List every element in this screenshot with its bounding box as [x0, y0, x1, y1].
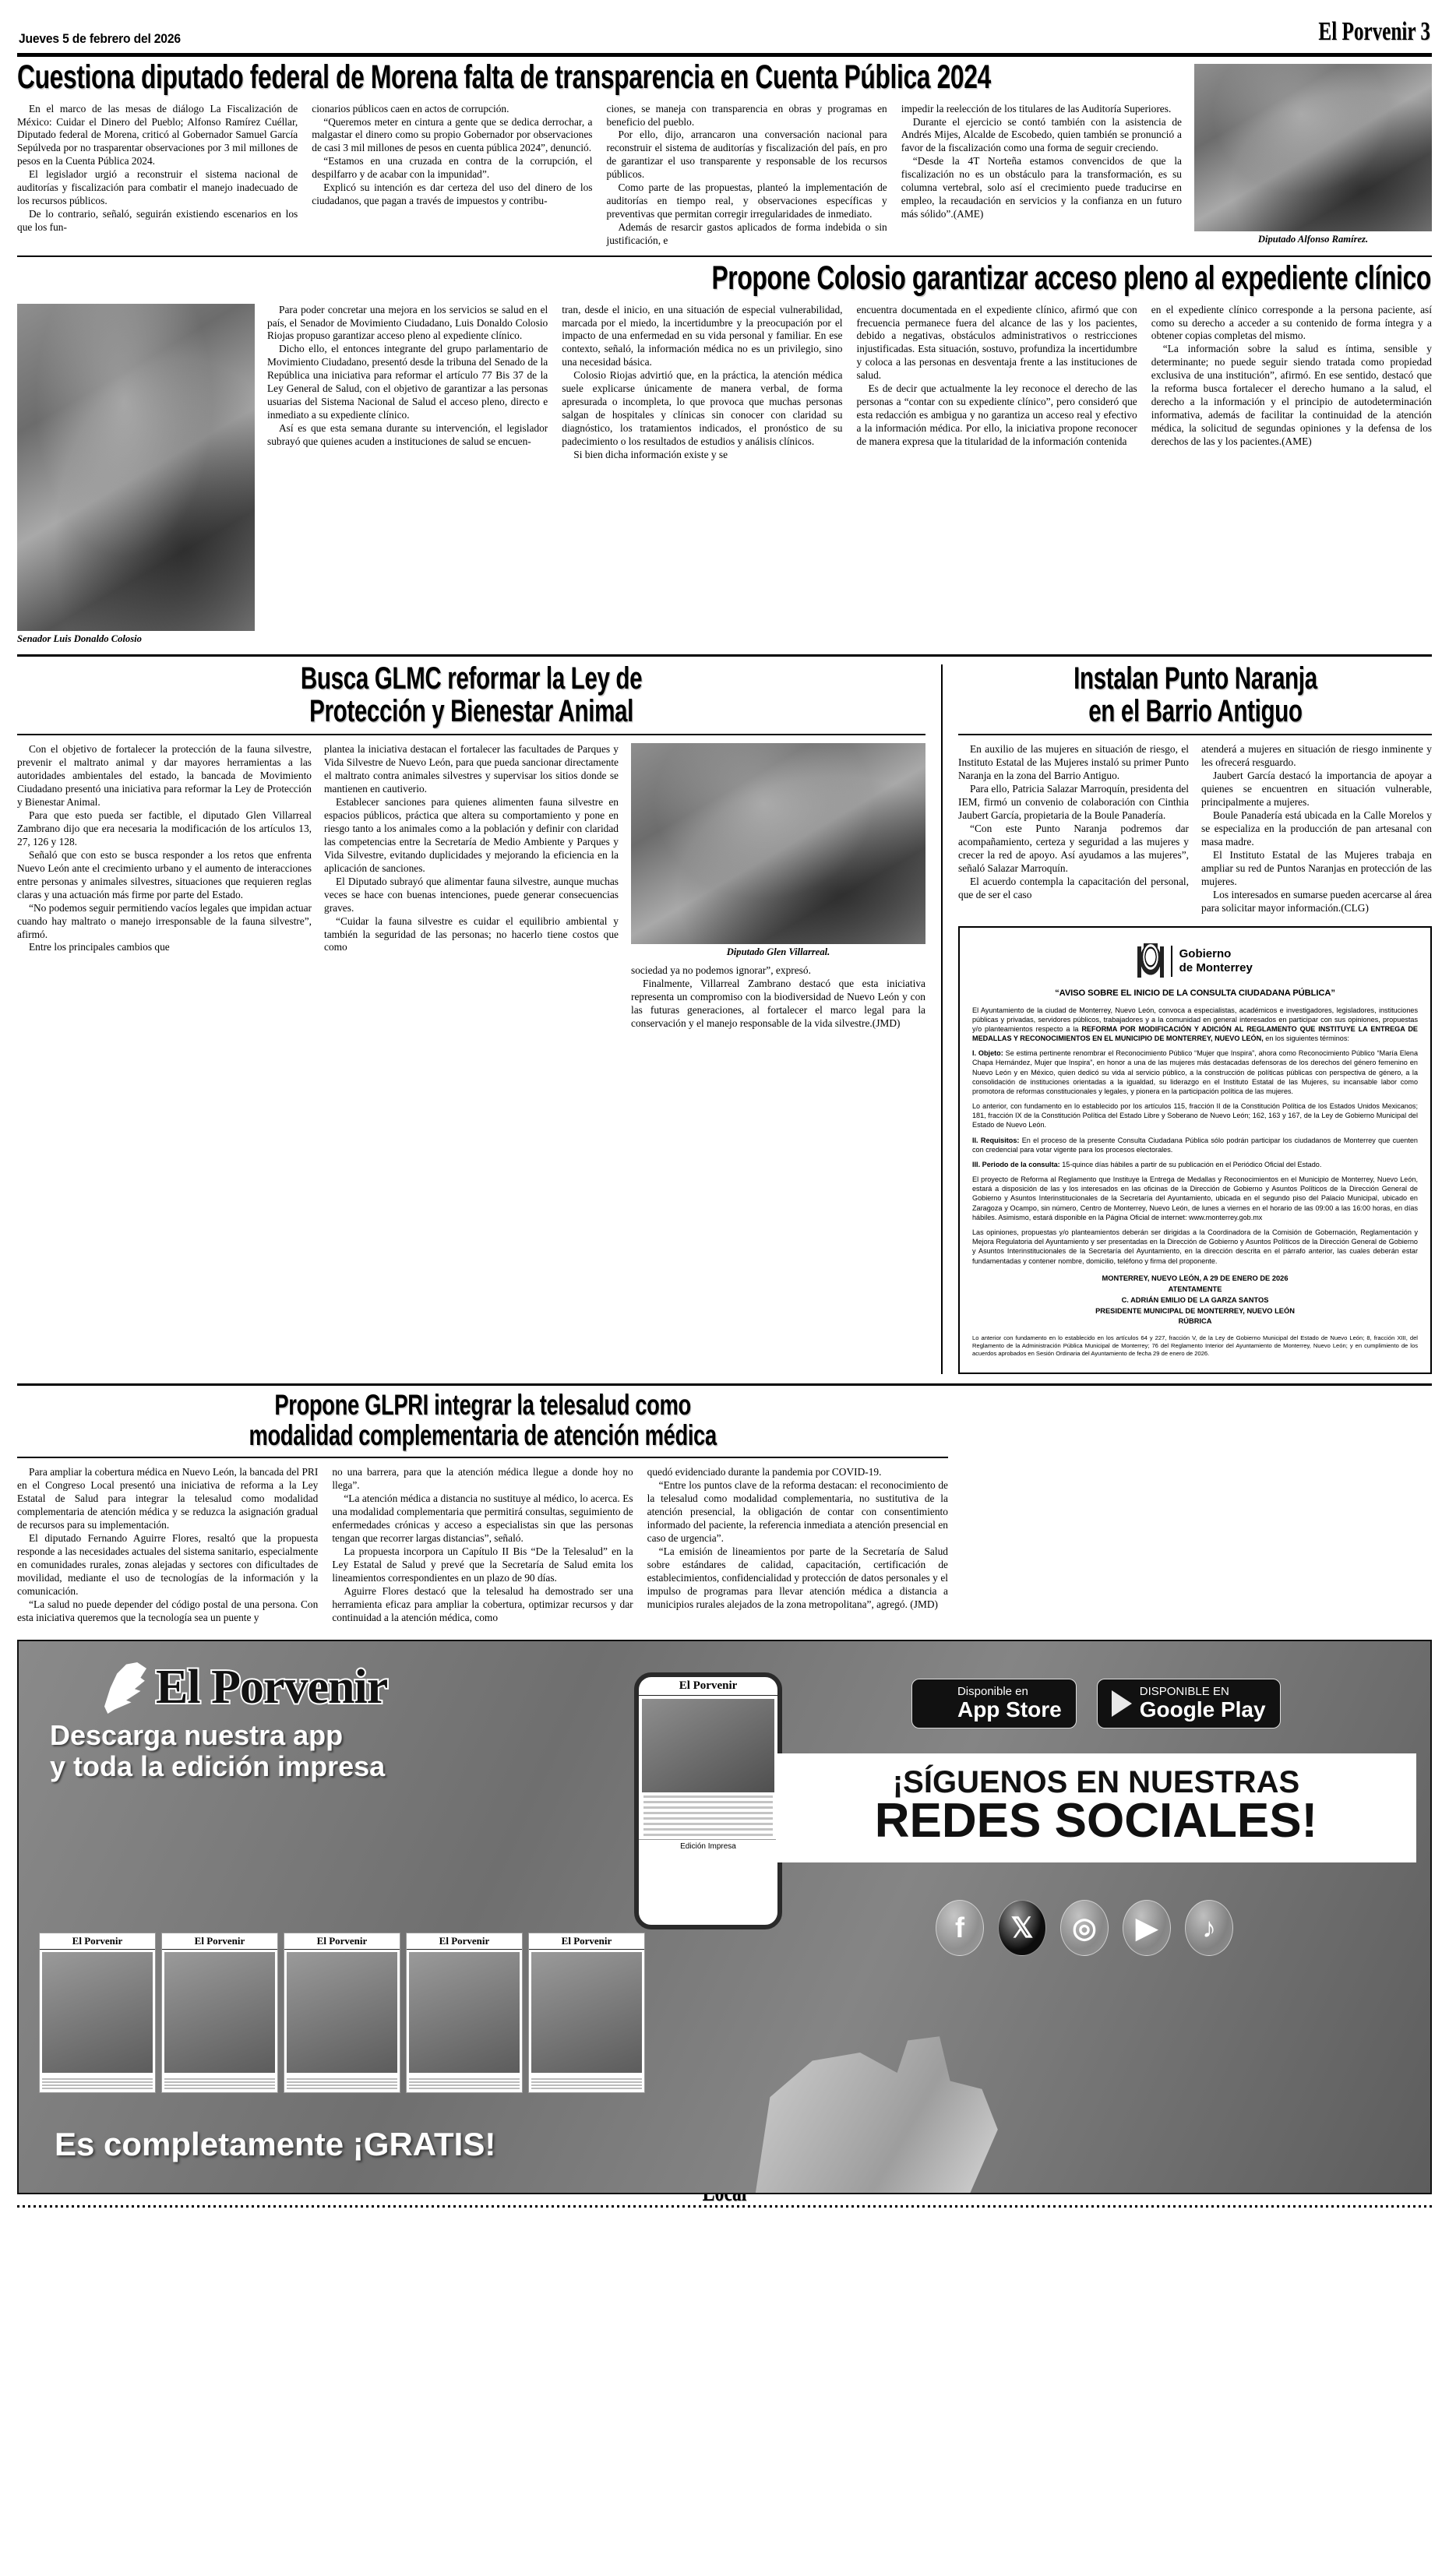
masthead-rule — [17, 53, 1432, 57]
article5-headline-line1: Propone GLPRI integrar la telesalud como — [274, 1388, 691, 1421]
paragraph: tran, desde el inicio, en una situación de especial vulnerabilidad, marcada por el miedo, la incertidumbre y la preocupación por el impacto de una enfermedad en su vida personal y familiar. En ese contexto, señaló, la información médica no es un privilegio, sino una necesidad básica. — [562, 303, 843, 368]
quill-pen-icon — [104, 1662, 146, 1714]
redes-sociales-banner — [776, 1753, 1416, 1862]
article1-column-3 — [607, 103, 887, 248]
gobierno-monterrey-logo — [972, 943, 1418, 979]
paragraph: Finalmente, Villarreal Zambrano destacó que esta iniciativa representa un compromiso con la biodiversidad de Nuevo León y con las futuras generaciones, al fortalecer el marco legal para la conservación y el manejo responsable de la vida silvestre.(JMD) — [631, 978, 925, 1029]
paragraph: Aguirre Flores destacó que la telesalud ha demostrado ser una herramienta eficaz para ampliar la cobertura, optimizar recursos y dar continuidad a la atención médica, como — [332, 1584, 633, 1623]
article3-headline-line1: Busca GLMC reformar la Ley de — [300, 661, 643, 696]
paragraph: El Instituto Estatal de las Mujeres trabaja en ampliar su red de Puntos Naranjas en protección de las mujeres. — [1201, 848, 1432, 887]
paragraph: De lo contrario, señaló, seguirán existiendo escenarios en los que los fun- — [17, 208, 298, 234]
article-glmc-fauna — [17, 661, 925, 1374]
government-notice-box — [958, 926, 1432, 1374]
paragraph: Si bien dicha información existe y se — [573, 449, 728, 461]
article3-column-3 — [631, 964, 925, 1031]
mini-photo — [287, 1952, 397, 2073]
instagram-icon[interactable]: ◎ — [1060, 1900, 1109, 1956]
article3-underline — [17, 734, 925, 735]
paragraph: Para ello, Patricia Salazar Marroquín, presidenta del IEM, firmó un convenio de colaboración con Cinthia Jaubert García, propietaria de la Boule Panadería. — [958, 783, 1189, 821]
paragraph: ciones, se maneja con transparencia en obras y programas en beneficio del pueblo. — [606, 102, 887, 128]
paragraph: “Desde la 4T Norteña estamos convencidos de que la fiscalización no es un obstáculo para la transformación, es su columna vertebral, solo así el crecimiento puede traducirse en empleo, la recaudación en servicios y la confianza en un futuro más sólido”.(AME) — [901, 155, 1182, 220]
ad-free-text: Es completamente ¡GRATIS! — [55, 2126, 496, 2163]
masthead — [17, 14, 1432, 48]
notice-p5-text: 15-quince días hábiles a partir de su publicación en el Periódico Oficial del Estado. — [1059, 1160, 1322, 1168]
notice-paragraph-3: Lo anterior, con fundamento en lo establecido por los artículos 115, fracción II de la Constitución Política de los Estados Unidos Mexicanos; 181, fracción IX de la Constitución Política del Estado Libre y Soberano de Nuevo León; 162, 163 y 167, de la Ley de Gobierno Municipal del Estado de Nuevo León. — [972, 1102, 1418, 1129]
phone-photo — [642, 1699, 774, 1792]
paragraph: “La salud no puede depender del código postal de una persona. Con esta iniciativa queremos que la tecnología sea un puente y — [17, 1598, 319, 1623]
redes-line1: ¡SÍGUENOS EN NUESTRAS — [892, 1764, 1300, 1799]
google-play-triangle-icon — [1112, 1690, 1132, 1717]
paragraph: Establecer sanciones para quienes alimenten fauna silvestre en espacios públicos, práctica que altera su comportamiento y pone en riesgo tanto a los animales como a la población y definir con claridad las competencias entre la Secretaría de Medio Ambiente y Parques y Vida Silvestre, evitando duplicidades y mejorando la eficiencia en la aplicación de sanciones. — [324, 795, 619, 874]
facebook-icon[interactable]: f — [936, 1900, 984, 1956]
paragraph: Los interesados en sumarse pueden acercarse al área para solicitar mayor información.(CLG) — [1201, 888, 1432, 914]
article-cuenta-publica — [17, 58, 1432, 248]
hand-holding-phone-illustration — [754, 2000, 1019, 2194]
phone-mockup — [634, 1672, 782, 1929]
mini-edition — [39, 1933, 156, 2093]
mini-edition — [406, 1933, 523, 2093]
notice-sig-title: PRESIDENTE MUNICIPAL DE MONTERREY, NUEVO LEÓN — [1095, 1306, 1295, 1315]
app-download-advertisement[interactable] — [17, 1640, 1432, 2194]
article1-photo-alfonso-ramirez — [1194, 64, 1432, 231]
article3-photo-glen-villarreal — [631, 743, 925, 944]
article2-column-1 — [267, 304, 548, 462]
notice-p1-b: REFORMA POR MODIFICACIÓN Y ADICIÓN AL REGLAMENTO QUE INSTITUYE LA ENTREGA DE MEDALLAS Y RECONOCIMIENTOS EN EL MUNICIPIO DE MONTERREY, NUEVO LEÓN, — [972, 1024, 1418, 1043]
article1-headline: Cuestiona diputado federal de Morena falta de transparencia en Cuenta Pública 2024 — [17, 58, 991, 96]
divider-rule-1 — [17, 255, 1432, 257]
paragraph: Por ello, dijo, arrancaron una conversación nacional para reconstruir el sistema de auditorías y fiscalización del país, en pro de garantizar el uso transparente y responsable de los recursos públicos. — [606, 129, 887, 181]
notice-p1-c: en los siguientes términos: — [1263, 1034, 1349, 1043]
paragraph: En el marco de las mesas de diálogo La Fiscalización de México: Cuidar el Dinero del Pueblo; Alfonso Ramírez Cuéllar, Diputado federal de Morena, criticó al Gobernador Samuel García Sepúlveda por no trasparentar observaciones por 3 mil millones de pesos en la Cuenta Pública 2024. — [17, 102, 298, 167]
article1-column-4 — [901, 103, 1182, 248]
mini-edition — [161, 1933, 278, 2093]
paragraph: El acuerdo contempla la capacitación del personal, que de ser el caso — [958, 875, 1189, 900]
publication-date: Jueves 5 de febrero del 2026 — [19, 31, 181, 46]
mini-photo — [409, 1952, 520, 2073]
mini-text-lines — [529, 2075, 644, 2092]
article2-column-4 — [1151, 304, 1432, 462]
paragraph: Es de decir que actualmente la ley reconoce el derecho de las personas a “contar con su expediente clínico”, pero consideró que esta redacción es ambigua y no garantiza un acceso real y efectivo a la información médica. Por ello, la iniciativa propone reconocer de manera expresa que la titularidad de la información contenida — [856, 382, 1137, 448]
phone-text-lines — [639, 1795, 777, 1836]
notice-sig-atentamente: ATENTAMENTE — [1168, 1284, 1222, 1293]
paragraph: cionarios públicos caen en actos de corrupción. — [312, 102, 509, 115]
article-glpri-telesalud — [17, 1388, 948, 1625]
paragraph: En auxilio de las mujeres en situación de riesgo, el Instituto Estatal de las Mujeres instaló su primer Punto Naranja en la zona del Barrio Antiguo. — [958, 743, 1189, 782]
article4-column-2 — [1201, 743, 1432, 914]
vertical-divider — [941, 664, 943, 1374]
paragraph: El legislador urgió a reconstruir el sistema nacional de auditorías y fiscalización para combatir el manejo inadecuado de los recursos públicos. — [17, 168, 298, 207]
paragraph: Entre los principales cambios que — [29, 941, 170, 953]
article-punto-naranja — [958, 661, 1432, 1374]
notice-sig-rubrica: RÚBRICA — [1178, 1317, 1212, 1326]
paragraph: Jaubert García destacó la importancia de apoyar a quienes se encuentren en situación vulnerable, principalmente a mujeres. — [1201, 770, 1432, 808]
notice-sig-place-date: MONTERREY, NUEVO LEÓN, A 29 DE ENERO DE 2026 — [1102, 1274, 1289, 1282]
article3-column-1 — [17, 743, 312, 1031]
notice-p5-label: III. Periodo de la consulta: — [972, 1160, 1060, 1168]
mini-masthead: El Porvenir — [40, 1933, 155, 1950]
article2-photo-caption: Senador Luis Donaldo Colosio — [17, 633, 142, 644]
notice-p4-text: En el proceso de la presente Consulta Ciudadana Pública sólo podrán participar los ciudadanos de Monterrey que cuenten con credencial para votar vigente para los procesos electorales. — [972, 1136, 1418, 1154]
appstore-big-text: App Store — [946, 1697, 1050, 1722]
paragraph: Durante el ejercicio se contó también con la asistencia de Andrés Mijes, Alcalde de Escobedo, quien también se pronunció a favor de la fiscalización como una forma de seguir creciendo. — [901, 115, 1182, 154]
appstore-small-text: Disponible en — [946, 1685, 1017, 1699]
notice-p1-a: El Ayuntamiento de la ciudad de Monterrey, Nuevo León, convoca a especialistas, académicos e investigadores, legisladores, instituciones públicas y privadas, servidores públicos, trabajadores y a la comunidad en general interesados en participar con sus opiniones, propuestas y/o planteamientos respecto a la — [972, 1006, 1418, 1033]
paragraph: encuentra documentada en el expediente clínico, afirmó que con frecuencia permanece fuera del alcance de las y los pacientes, debido a negativas, obstáculos administrativos o restricciones injustificadas. Esta situación, sostuvo, profundiza la incertidumbre y coloca a las personas en desventaja frente a las instituciones de salud. — [856, 303, 1137, 382]
coat-of-arms-icon — [1137, 943, 1164, 979]
paragraph: “Cuidar la fauna silvestre es cuidar el equilibrio ambiental y también la seguridad de las personas; no hacerlo tiene costos que como — [324, 914, 619, 953]
paragraph: Además de resarcir gastos aplicados de forma indebida o sin justificación, e — [606, 221, 887, 247]
article4-headline-line1: Instalan Punto Naranja — [1073, 661, 1317, 696]
paragraph: no una barrera, para que la atención médica llegue a donde hoy no llega”. — [332, 1466, 633, 1491]
article5-headline-line2: modalidad complementaria de atención médica — [249, 1418, 717, 1451]
mini-edition — [528, 1933, 645, 2093]
article2-photo-colosio — [17, 304, 255, 631]
article2-headline: Propone Colosio garantizar acceso pleno al expediente clínico — [711, 259, 1432, 298]
paragraph: Con el objetivo de fortalecer la protección de la fauna silvestre, prevenir el maltrato animal y dar mayores herramientas a las autoridades ambientales del estado, la bancada de Movimiento Ciudadano presentó una iniciativa para reformar la Ley de Protección y Bienestar Animal. — [17, 743, 312, 808]
social-icons-row — [762, 1900, 1430, 1956]
article1-column-1 — [17, 103, 298, 248]
notice-paragraph-5 — [972, 1160, 1418, 1169]
article3-photo-caption: Diputado Glen Villarreal. — [726, 946, 830, 958]
mini-text-lines — [407, 2075, 522, 2092]
paragraph: “Queremos meter en cintura a gente que se dedica derrochar, a malgastar el dinero como su propio Gobernador por observaciones de casi 3 mil millones de pesos en cuenta pública 2024”, denunció. — [312, 115, 593, 154]
play-small-text: DISPONIBLE EN — [1127, 1685, 1218, 1699]
paragraph: Así es que esta semana durante su intervención, el legislador subrayó que quienes acuden a instituciones de salud se encuen- — [267, 422, 548, 448]
mini-photo — [42, 1952, 153, 2073]
notice-paragraph-7: Las opiniones, propuestas y/o planteamientos deberán ser dirigidas a la Coordinadora de la Comisión de Gobernación, Reglamentación y Mejora Regulatoria del Ayuntamiento y ser presentadas en la Dirección de Gobierno y Asuntos Políticos de la Dirección General de Gobierno y Asuntos Interinstitucionales de la Secretaría del Ayuntamiento, en la dirección descrita en el párrafo anterior, las cuales deberán estar fundamentadas y contener nombre, domicilio, teléfono y firma del proponente. — [972, 1228, 1418, 1265]
notice-p2-label: I. Objeto: — [972, 1049, 1003, 1058]
article5-column-3 — [647, 1466, 948, 1624]
notice-paragraph-6: El proyecto de Reforma al Reglamento que Instituye la Entrega de Medallas y Reconocimientos en el Municipio de Monterrey, Nuevo León, estará a disposición de las y los interesados en las oficinas de la Dirección de Gobierno y Asuntos Políticos de la Dirección General de Gobierno y Asuntos Interinstitucionales de la Secretaría del Ayuntamiento, ubicada en el segundo piso del Palacio Municipal, ubicado en Zaragoza y Ocampo, sin número, Centro de Monterrey, Nuevo León, de lunes a viernes en el horario de las 09:00 a las 16:00 horas, en días hábiles. Asimismo, estará disponible en la Página Oficial de internet: www.monterrey.gob.mx — [972, 1175, 1418, 1221]
phone-masthead: El Porvenir — [639, 1677, 777, 1696]
paragraph: Dicho ello, el entonces integrante del grupo parlamentario de Movimiento Ciudadano, presentó desde la tribuna del Senado de la República una iniciativa para reformar el artículo 77 Bis 37 de la Ley General de Salud, con el objetivo de garantizar a las personas usuarias del Sistema Nacional de Salud el acceso pleno, directo e inmediato a su expediente clínico. — [267, 343, 548, 421]
article5-column-2 — [332, 1466, 633, 1624]
paragraph: sociedad ya no podemos ignorar”, expresó. — [631, 964, 811, 977]
paragraph: “Entre los puntos clave de la reforma destacan: el reconocimiento de la telesalud como modalidad complementaria, no sustitutiva de la atención presencial, la obligación de contar con consentimiento informado del paciente, la referencia inmediata a atención presencial en caso de urgencia”. — [647, 1478, 948, 1544]
mini-photo — [164, 1952, 275, 2073]
paragraph: La propuesta incorpora un Capítulo II Bis “De la Telesalud” en la Ley Estatal de Salud y prevé que la Secretaría de Salud emita los lineamientos correspondientes en un plazo de 90 días. — [332, 1545, 633, 1584]
paragraph: Para ampliar la cobertura médica en Nuevo León, la bancada del PRI en el Congreso Local presentó una iniciativa de reforma a la Ley Estatal de Salud para integrar la telesalud como modalidad complementaria de atención médica y se reduzca la asignación gradual de recursos para su implementación. — [17, 1466, 319, 1531]
mini-text-lines — [284, 2075, 400, 2092]
paragraph: Boule Panadería está ubicada en la Calle Morelos y se especializa en la producción de pan artesanal con masa madre. — [1201, 809, 1432, 848]
article3-headline-line2: Protección y Bienestar Animal — [309, 694, 633, 729]
article4-column-1 — [958, 743, 1189, 914]
article4-underline — [958, 734, 1432, 735]
mini-masthead: El Porvenir — [162, 1933, 277, 1950]
article3-column-2 — [324, 743, 619, 1031]
paragraph: “No podemos seguir permitiendo vacíos legales que impidan actuar cuando hay maltrato o manejo irresponsable de la fauna silvestre”, afirmó. — [17, 901, 312, 940]
gov-line-2: de Monterrey — [1179, 960, 1253, 974]
divider-rule-3 — [17, 1383, 1432, 1386]
gov-line-1: Gobierno — [1179, 946, 1232, 960]
mini-edition — [284, 1933, 400, 2093]
divider-rule-2 — [17, 654, 1432, 657]
article1-photo-caption: Diputado Alfonso Ramírez. — [1257, 234, 1369, 245]
ad-brand-name: El Porvenir — [156, 1661, 388, 1714]
paragraph: “Con este Punto Naranja podremos dar acompañamiento, certeza y seguridad a las mujeres y crecer la red de apoyo. Así ayudamos a las mujeres”, señaló Salazar Marroquín. — [958, 822, 1189, 874]
mini-masthead: El Porvenir — [529, 1933, 644, 1950]
article5-underline — [17, 1457, 948, 1458]
paragraph: El diputado Fernando Aguirre Flores, resaltó que la propuesta responde a las necesidades actuales del sistema sanitario, especialmente en comunidades rurales, zonas alejadas y sectores con dificultades de movilidad, mediante el uso de tecnologías de la información y la comunicación. — [17, 1531, 319, 1597]
mini-editions-row — [39, 1933, 645, 2093]
paragraph: “La emisión de lineamientos por parte de la Secretaría de Salud sobre estándares de calidad, capacitación, certificación de establecimientos, confidencialidad y protección de datos personales y el impulso de programas para llevar atención médica a distancia a municipios rurales alejados de la zona metropolitana”, agregó. (JMD) — [647, 1545, 948, 1610]
redes-line2: REDES SOCIALES! — [874, 1793, 1318, 1848]
notice-p2-text: Se estima pertinente renombrar el Reconocimiento Público “Mujer que Inspira”, ahora como Reconocimiento Público “María Elena Chapa Hernández, Mujer que Inspira”, en honor a una de las mujeres más destacadas defensoras de los derechos del género femenino en Nuevo León y en México, quien dedicó su vida al servicio público, a la construcción de políticas públicas con perspectiva de género, a la consolidación de instituciones orientadas a la igualdad, su liderazgo en el Instituto Estatal de las Mujeres, su incansable labor como promotora de reformas constitucionales y legales, y pionera en la participación política de las mujeres. — [972, 1049, 1419, 1095]
paragraph: Para que esto pueda ser factible, el diputado Glen Villarreal Zambrano dijo que era necesaria la modificación de los artículos 13, 27, 126 y 128. — [17, 809, 312, 848]
ad-tagline-line2: y toda la edición impresa — [50, 1750, 386, 1783]
paragraph: Colosio Riojas advirtió que, en la práctica, la atención médica suele explicarse únicamente de manera verbal, de forma apresurada o incompleta, lo que provoca que muchas personas salgan de hospitales y clínicas sin conocer con claridad su diagnóstico, los tratamientos indicados, el pronóstico de su padecimiento o los resultados de estudios y análisis clínicos. — [562, 369, 843, 448]
paragraph: quedó evidenciado durante la pandemia por COVID-19. — [647, 1466, 882, 1478]
google-play-badge[interactable] — [1097, 1679, 1281, 1728]
paragraph: atenderá a mujeres en situación de riesgo inminente y les ofrecerá resguardo. — [1201, 743, 1432, 769]
apple-logo-icon — [926, 1689, 950, 1718]
article4-headline-line2: en el Barrio Antiguo — [1088, 694, 1303, 729]
article5-column-1 — [17, 1466, 318, 1624]
notice-title: “AVISO SOBRE EL INICIO DE LA CONSULTA CIUDADANA PÚBLICA” — [1055, 988, 1335, 998]
paragraph: “La información sobre la salud es íntima, sensible y determinante; no puede seguir siendo tratada como propiedad exclusiva de una institución”, afirmó. En ese sentido, destacó que la reforma busca fortalecer el derecho humano a la salud, el derecho a la información y el principio de autodeterminación informativa, además de facilitar la continuidad de la atención médica, la solicitud de segundas opiniones y la defensa de los derechos de las y los pacientes.(AME) — [1151, 343, 1432, 448]
brand-and-page-number: El Porvenir 3 — [1318, 17, 1430, 46]
notice-footnote: Lo anterior con fundamento en lo establecido en los artículos 64 y 227, fracción V, de la Ley de Gobierno Municipal del Estado de Nuevo León; 8, fracción XIII, del Reglamento de la Administración Pública Municipal de Monterrey; 76 del Reglamento Interior del Ayuntamiento de Monterrey, Nuevo León; y en cumplimiento de los acuerdos aprobados en Sesión Ordinaria del Ayuntamiento de fecha 29 de enero de 2026. — [972, 1334, 1418, 1358]
notice-paragraph-2 — [972, 1048, 1418, 1096]
app-store-badge[interactable] — [911, 1679, 1076, 1728]
article2-column-3 — [857, 304, 1137, 462]
notice-p4-label: II. Requisitos: — [972, 1136, 1020, 1144]
phone-edition-label: Edición Impresa — [639, 1839, 777, 1851]
paragraph: Explicó su intención es dar certeza del uso del dinero de los ciudadanos, que pagan a través de impuestos y contribu- — [312, 181, 593, 207]
mini-masthead: El Porvenir — [284, 1933, 400, 1950]
paragraph: en el expediente clínico corresponde a la persona paciente, así como su derecho a acceder a su contenido de forma íntegra y a obtener copias completas del mismo. — [1151, 303, 1432, 342]
x-twitter-icon[interactable]: 𝕏 — [998, 1900, 1046, 1956]
play-big-text: Google Play — [1127, 1697, 1254, 1722]
ad-tagline-line1: Descarga nuestra app — [50, 1719, 344, 1752]
notice-sig-name: C. ADRIÁN EMILIO DE LA GARZA SANTOS — [1121, 1295, 1269, 1304]
article-colosio-expediente — [17, 259, 1432, 645]
paragraph: El Diputado subrayó que alimentar fauna silvestre, aunque muchas veces se hace con buenas intenciones, puede generar consecuencias graves. — [324, 875, 619, 914]
paragraph: impedir la reelección de los titulares de las Auditoría Superiores. — [901, 102, 1172, 115]
paragraph: Señaló que con esto se busca responder a los retos que enfrenta Nuevo León ante el crecimiento urbano y el aumento de interacciones entre personas y animales silvestres, situaciones que requieren reglas claras y una actuación más firme por parte del Estado. — [17, 848, 312, 900]
mini-masthead: El Porvenir — [407, 1933, 522, 1950]
article2-column-2 — [562, 304, 842, 462]
store-badges-row — [762, 1641, 1430, 1728]
tiktok-icon[interactable]: ♪ — [1185, 1900, 1233, 1956]
paragraph: Para poder concretar una mejora en los servicios se salud en el país, el Senador de Movimiento Ciudadano, Luis Donaldo Colosio Riojas propuso garantizar acceso pleno al expediente clínico. — [267, 303, 548, 342]
paragraph: Como parte de las propuestas, planteó la implementación de auditorías en tiempo real, y observaciones específicas y preventivas que permitan corregir irregularidades de inmediato. — [606, 181, 887, 220]
youtube-icon[interactable]: ▶ — [1123, 1900, 1171, 1956]
logo-separator — [1171, 946, 1172, 977]
article1-column-2 — [312, 103, 592, 248]
paragraph: “La atención médica a distancia no sustituye al médico, lo acerca. Es una modalidad complementaria que permitirá consultas, seguimiento de enfermedades crónicas y acceso a especialistas sin que las personas tengan que recorrer largas distancias”, señaló. — [332, 1492, 633, 1544]
paragraph: plantea la iniciativa destacan el fortalecer las facultades de Parques y Vida Silvestre de Nuevo León, para que pueda sancionar directamente el maltrato contra animales silvestres y supervisar los sitios donde se mantienen en cautiverio. — [324, 743, 619, 795]
mini-text-lines — [40, 2075, 155, 2092]
notice-paragraph-4 — [972, 1136, 1418, 1154]
notice-paragraph-1 — [972, 1006, 1418, 1044]
notice-signature-block — [972, 1274, 1418, 1328]
paragraph: “Estamos en una cruzada en contra de la corrupción, el despilfarro y de acabar con la impunidad”. — [312, 155, 593, 181]
mini-text-lines — [162, 2075, 277, 2092]
mini-photo — [531, 1952, 642, 2073]
